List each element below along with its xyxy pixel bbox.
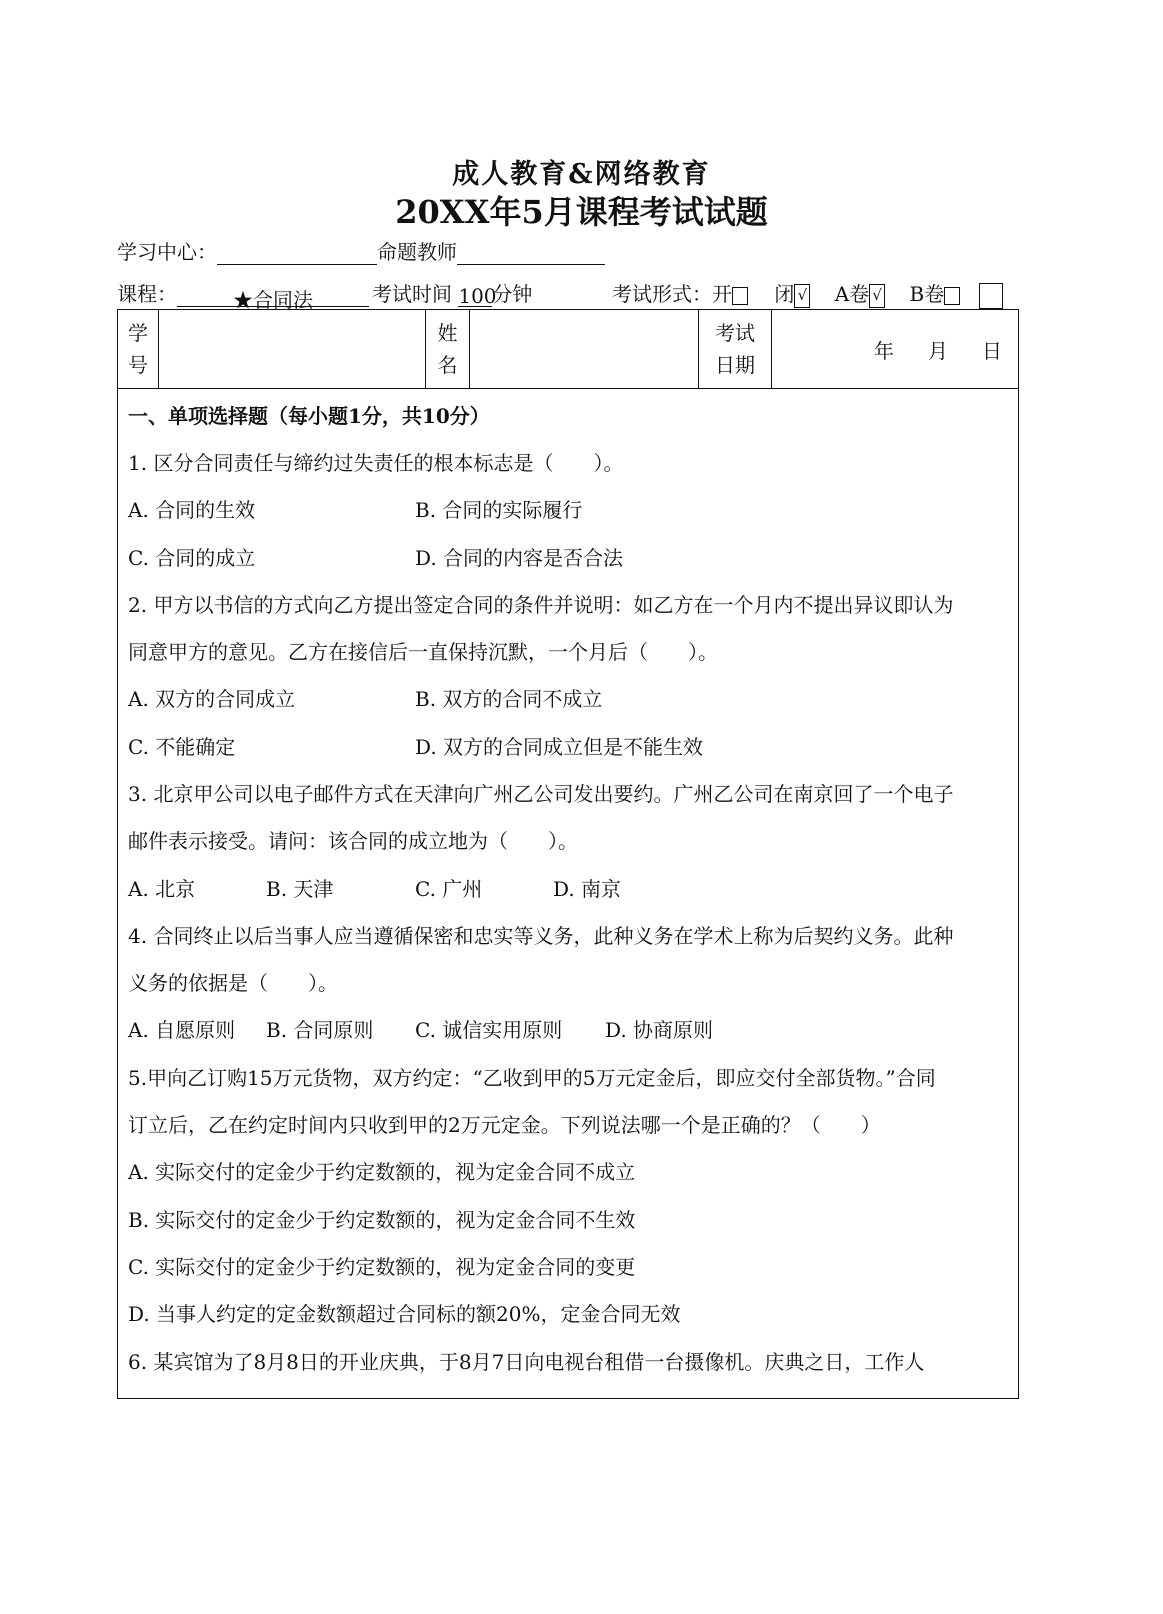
center-field[interactable] — [217, 242, 377, 265]
name-cell[interactable] — [470, 310, 699, 389]
time-label: 考试时间 — [372, 282, 452, 306]
exam-content — [117, 386, 1019, 1399]
date-cell[interactable] — [772, 310, 1019, 389]
option-line: A. 实际交付的定金少于约定数额的，视为定金合同不成立 — [128, 1160, 636, 1184]
time-line — [372, 278, 532, 307]
exam-title: 20XX年5月课程考试试题 — [395, 193, 768, 231]
option-line: B. 实际交付的定金少于约定数额的，视为定金合同不生效 — [128, 1208, 636, 1232]
question-line: 义务的依据是（ ）。 — [128, 971, 338, 995]
option-line: C. 不能确定 — [128, 735, 236, 759]
mode-line — [612, 278, 1003, 309]
option-line: C. 诚信实用原则 — [415, 1018, 563, 1042]
center-label: 学习中心： — [117, 240, 217, 264]
option-line: A. 合同的生效 — [128, 498, 256, 522]
question-line: 2. 甲方以书信的方式向乙方提出签定合同的条件并说明：如乙方在一个月内不提出异议即认为 — [128, 593, 954, 617]
paper-b-checkbox[interactable] — [944, 287, 960, 305]
option-line: B. 双方的合同不成立 — [415, 687, 603, 711]
year-label: 年 — [874, 338, 894, 363]
section-title: 一、单项选择题（每小题1分，共10分） — [128, 404, 490, 428]
paper-b-label: B卷 — [909, 282, 945, 306]
option-line: D. 协商原则 — [605, 1018, 714, 1042]
closed-checkbox[interactable]: √ — [794, 284, 810, 308]
option-line: D. 当事人约定的定金数额超过合同标的额20%，定金合同无效 — [128, 1302, 681, 1326]
open-checkbox[interactable] — [732, 287, 748, 305]
option-line: C. 合同的成立 — [128, 546, 256, 570]
question-line: 订立后，乙在约定时间内只收到甲的2万元定金。下列说法哪一个是正确的？（ ） — [128, 1113, 881, 1137]
option-line: D. 南京 — [553, 877, 622, 901]
closed-label: 闭 — [774, 282, 795, 306]
paper-a-label: A卷 — [834, 282, 870, 306]
option-line: C. 广州 — [415, 877, 483, 901]
extra-box[interactable] — [979, 283, 1003, 309]
question-line: 6. 某宾馆为了8月8日的开业庆典，于8月7日向电视台租借一台摄像机。庆典之日，工作人 — [128, 1350, 925, 1374]
question-line: 3. 北京甲公司以电子邮件方式在天津向广州乙公司发出要约。广州乙公司在南京回了一个电子 — [128, 782, 954, 806]
date-label: 考试 日期 — [699, 310, 772, 389]
question-line: 邮件表示接受。请问：该合同的成立地为（ ）。 — [128, 829, 578, 853]
teacher-label: 命题教师 — [377, 240, 457, 264]
option-line: D. 合同的内容是否合法 — [415, 546, 624, 570]
time-field[interactable]: 100 — [458, 284, 497, 308]
paper-a-checkbox[interactable]: √ — [869, 284, 885, 308]
option-line: B. 合同的实际履行 — [415, 498, 583, 522]
question-line: 1. 区分合同责任与缔约过失责任的根本标志是（ ）。 — [128, 451, 624, 475]
time-unit: 分钟 — [492, 282, 533, 306]
option-line: C. 实际交付的定金少于约定数额的，视为定金合同的变更 — [128, 1255, 636, 1279]
mode-label: 考试形式：开 — [612, 282, 732, 306]
teacher-field[interactable] — [457, 242, 605, 265]
course-field[interactable]: ★合同法 — [177, 284, 369, 307]
option-line: A. 双方的合同成立 — [128, 687, 296, 711]
name-label: 姓 名 — [426, 310, 470, 389]
day-label: 日 — [982, 338, 1002, 363]
org-title: 成人教育&网络教育 — [452, 159, 711, 190]
question-line: 同意甲方的意见。乙方在接信后一直保持沉默，一个月后（ ）。 — [128, 640, 718, 664]
student-info-table — [117, 309, 1019, 389]
course-line — [117, 278, 369, 312]
option-line: D. 双方的合同成立但是不能生效 — [415, 735, 704, 759]
option-line: B. 合同原则 — [266, 1018, 374, 1042]
student-id-label: 学 号 — [118, 310, 159, 389]
option-line: A. 北京 — [128, 877, 196, 901]
month-label: 月 — [928, 338, 948, 363]
option-line: B. 天津 — [266, 877, 334, 901]
question-line: 5.甲向乙订购15万元货物，双方约定：“乙收到甲的5万元定金后，即应交付全部货物。”合同 — [128, 1066, 936, 1090]
option-line: A. 自愿原则 — [128, 1018, 236, 1042]
question-line: 4. 合同终止以后当事人应当遵循保密和忠实等义务，此种义务在学术上称为后契约义务。此种 — [128, 924, 954, 948]
course-label: 课程： — [117, 282, 177, 306]
student-id-cell[interactable] — [159, 310, 426, 389]
center-line — [117, 236, 605, 265]
